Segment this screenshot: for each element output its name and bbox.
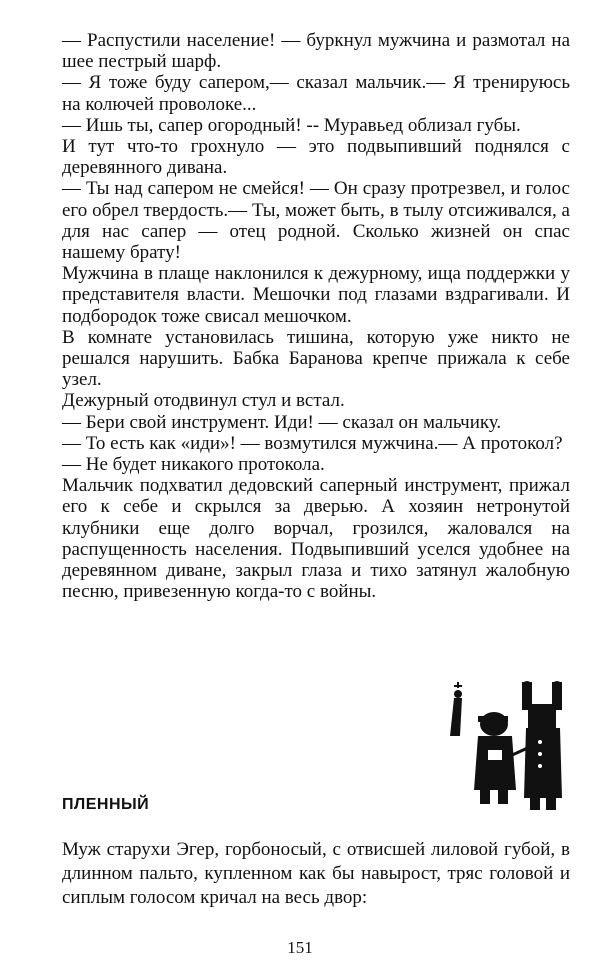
page-number: 151 (287, 938, 313, 957)
paragraph: — Бери свой инструмент. Иди! — сказал он мальчику. (62, 411, 502, 433)
paragraph: Мужчина в плаще наклонился к дежурному, ища поддержки у представителя власти. Мешочки под глазами вздрагивали. И подбородок тоже свисал мешочком. (62, 263, 570, 327)
paragraph: Мальчик подхватил дедовский саперный инструмент, прижал его к себе и скрылся за дверью. А хозяин нетронутой клубники еще долго ворчал, грозился, жаловался на распущенность населения. Подвыпивший уселся удобнее на деревянном диване, закрыл глаза и тихо затянул жалобную песню, привезенную когда-то с войны. (62, 475, 570, 603)
paragraph: — Распустили население! — буркнул мужчина и размотал на шее пестрый шарф. (62, 30, 570, 73)
story-heading: ПЛЕННЫЙ (62, 796, 150, 813)
body-text (62, 30, 570, 602)
paragraph: И тут что-то грохнуло — это подвыпивший поднялся с деревянного дивана. (62, 136, 570, 179)
paragraph: — Не будет никакого протокола. (62, 454, 325, 476)
hat-figure (450, 682, 462, 736)
figure-surrendering (522, 681, 562, 810)
paragraph: — То есть как «иди»! — возмутился мужчина.— А протокол? (62, 432, 563, 454)
story-opening: Муж старухи Эгер, горбоносый, с отвисшей лиловой губой, в длинном пальто, купленном как бы навырост, тряс головой и сиплым голосом кричал на весь двор: (62, 839, 570, 908)
paragraph: — Ты над сапером не смейся! — Он сразу протрезвел, и голос его обрел твердость.— Ты, может быть, в тылу отсиживался, а для нас сапер — отец родной. Сколько жизней он спас нашему брату! (62, 178, 570, 264)
paragraph: Дежурный отодвинул стул и встал. (62, 390, 345, 412)
paragraph: — Ишь ты, сапер огородный! -- Муравьед облизал губы. (62, 114, 521, 136)
paragraph: В комнате установилась тишина, которую уже никто не решался нарушить. Бабка Баранова крепче прижала к себе узел. (62, 326, 570, 391)
paragraph: — Я тоже буду сапером,— сказал мальчик.— Я тренируюсь на колючей проволоке... (62, 72, 570, 115)
illustration-soldiers (440, 680, 580, 815)
figure-walking (474, 712, 532, 804)
